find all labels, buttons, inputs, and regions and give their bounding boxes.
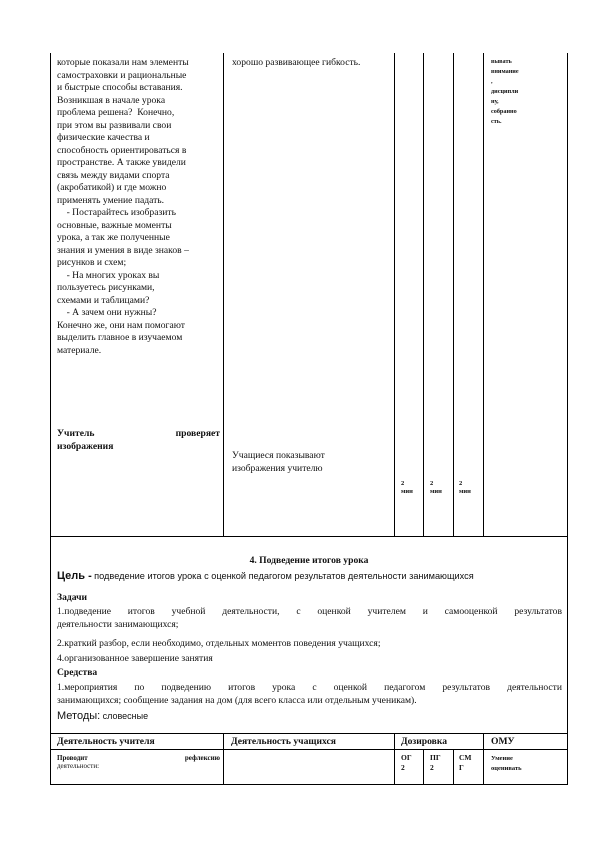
last-row-teacher-line-2: деятельности:: [57, 762, 100, 771]
goal-text: подведение итогов урока с оценкой педагогом результатов деятельности занимающихся: [94, 571, 474, 581]
teacher-line: при этом вы развивали свои: [57, 119, 172, 131]
teacher-line: пользуетесь рисунками,: [57, 282, 155, 293]
omu-line: сть.: [491, 118, 502, 125]
header-teacher: Деятельность учителя: [57, 736, 155, 747]
tasks-label: Задачи: [57, 592, 88, 603]
teacher-activity-text: [57, 57, 223, 357]
dose-pg: [430, 480, 442, 496]
teacher-line: способность ориентироваться в: [57, 144, 187, 156]
stage-goal: [57, 570, 562, 584]
teacher-line: проблема решена? Конечно,: [57, 107, 175, 118]
upper-col-divider-4: [453, 53, 454, 536]
lower-col-divider-3: [423, 749, 424, 785]
teacher-line: знания и умения в виде знаков –: [57, 244, 189, 256]
og-value: 2: [401, 763, 405, 772]
teacher-action-word-2: проверяет: [175, 428, 220, 439]
stage-title: 4. Подведение итогов урока: [249, 555, 369, 566]
teacher-line: Возникшая в начале урока: [57, 94, 166, 106]
dose-pg-num: 2: [430, 480, 434, 487]
omu-line: собранно: [491, 108, 517, 115]
upper-table-bottom-line: [50, 536, 568, 537]
methods-text: словесные: [102, 711, 149, 721]
dose-og-unit: мин: [401, 488, 413, 496]
teacher-line: рисунков и схем;: [57, 257, 127, 268]
last-row-og: [401, 753, 412, 773]
teacher-action-word-3: изображения: [57, 440, 114, 452]
dose-pg-unit: мин: [430, 488, 442, 496]
teacher-line: физические качества и: [57, 132, 150, 143]
smg-label: СМ: [459, 753, 472, 762]
student-activity-line-1: Учащиеся показывают: [232, 450, 325, 461]
omu-text: [491, 57, 519, 127]
teacher-line: (акробатикой) и где можно: [57, 182, 167, 193]
task-1: [57, 606, 562, 631]
teacher-line: материале.: [57, 344, 102, 356]
means-label: Средства: [57, 667, 98, 678]
lower-col-divider-4: [453, 749, 454, 785]
upper-col-divider-3: [423, 53, 424, 536]
og-label: ОГ: [401, 753, 412, 762]
student-activity-top: хорошо развивающее гибкость.: [232, 57, 361, 68]
header-dose: Дозировка: [401, 736, 448, 747]
task-1-line-2: деятельности занимающихся;: [57, 618, 179, 630]
dose-smg: [459, 480, 471, 496]
dose-og: [401, 480, 413, 496]
last-row-pg: [430, 753, 441, 773]
teacher-line: - А зачем они нужны?: [57, 307, 157, 318]
smg-value: Г: [459, 763, 464, 772]
student-activity-bottom: [232, 450, 325, 475]
lower-col-divider-1: [223, 733, 224, 785]
pg-label: ПГ: [430, 753, 441, 762]
teacher-line: пространстве. А также увидели: [57, 157, 186, 168]
last-row-teacher-word-1: Проводит: [57, 754, 88, 762]
task-1-line-1: 1.подведение итогов учебной деятельности, с оценкой учителем и самооценкой результатов: [57, 606, 562, 617]
dose-og-num: 2: [401, 480, 405, 487]
header-omu: ОМУ: [491, 736, 515, 747]
lower-col-divider-5: [483, 733, 484, 785]
lower-table-top-line: [50, 733, 568, 734]
methods: [57, 710, 148, 724]
teacher-line: основные, важные моменты: [57, 219, 172, 231]
omu-line: ну,: [491, 98, 499, 105]
lower-col-divider-2: [394, 733, 395, 785]
lower-table-header-line: [50, 749, 568, 750]
methods-label: Методы:: [57, 710, 101, 722]
teacher-line: самостраховки и рациональные: [57, 69, 187, 81]
omu-line: дисципли: [491, 88, 519, 95]
task-2: 2.краткий разбор, если необходимо, отдельных моментов поведения учащихся;: [57, 638, 381, 649]
student-activity-line-2: изображения учителю: [232, 462, 323, 474]
upper-col-divider-5: [483, 53, 484, 536]
teacher-action-label: [57, 428, 220, 453]
omu-line: внимание: [491, 68, 519, 75]
task-4: 4.организованное завершение занятия: [57, 653, 213, 664]
means-line-1: 1.мероприятия по подведению итогов урока с оценкой педагогом результатов деятельности: [57, 682, 562, 693]
lower-table-bottom-line: [50, 784, 568, 785]
teacher-line: - На многих уроках вы: [57, 269, 160, 281]
upper-col-divider-1: [223, 53, 224, 536]
border-left: [50, 53, 51, 785]
means-text: [57, 682, 562, 707]
last-row-omu: [491, 754, 522, 774]
teacher-action-word-1: Учитель: [57, 428, 95, 439]
teacher-line: выделить главное в изучаемом: [57, 332, 183, 343]
teacher-line: связь между видами спорта: [57, 169, 170, 181]
border-right: [567, 53, 568, 785]
goal-label: Цель -: [57, 570, 92, 582]
teacher-line: урока, а так же полученные: [57, 232, 170, 243]
last-row-teacher-word-2: рефлексию: [184, 754, 220, 762]
upper-col-divider-2: [394, 53, 395, 536]
teacher-line: Конечно же, они нам помогают: [57, 319, 185, 331]
header-student: Деятельность учащихся: [231, 736, 336, 747]
teacher-line: - Постарайтесь изобразить: [57, 207, 176, 218]
teacher-line: схемами и таблицами?: [57, 294, 150, 306]
pg-value: 2: [430, 763, 434, 772]
means-line-2: занимающихся; сообщение задания на дом (для всего класса или отдельным ученикам).: [57, 694, 417, 706]
teacher-line: и быстрые способы вставания.: [57, 82, 183, 93]
omu-line: ,: [491, 78, 493, 85]
omu-line-1: Умение: [491, 755, 513, 762]
omu-line-2: оценивать: [491, 765, 522, 772]
last-row-smg: [459, 753, 472, 773]
last-row-teacher: [57, 754, 220, 770]
teacher-line: применять умение падать.: [57, 194, 165, 206]
dose-smg-unit: мин: [459, 488, 471, 496]
teacher-line: которые показали нам элементы: [57, 57, 189, 68]
dose-smg-num: 2: [459, 480, 463, 487]
omu-line: вывать: [491, 58, 512, 65]
